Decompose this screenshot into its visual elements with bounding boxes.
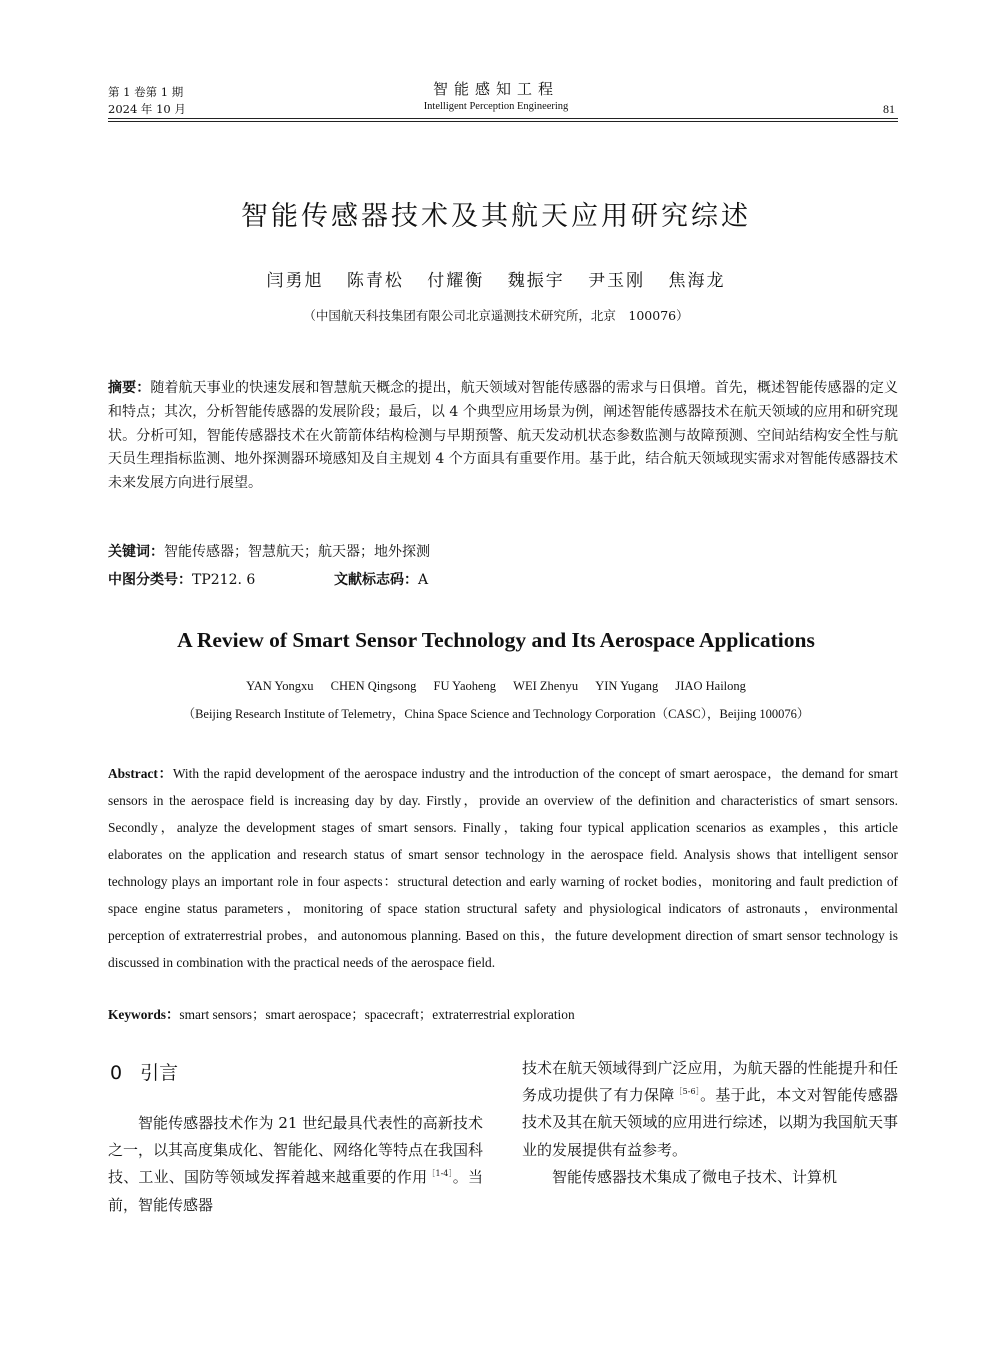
abstract-cn-label: 摘要： xyxy=(108,380,151,396)
abstract-en-label: Abstract： xyxy=(108,766,173,781)
author-en: YIN Yugang xyxy=(595,679,659,693)
section-heading xyxy=(110,1058,178,1085)
paragraph-text: 技术在航天领域得到广泛应用，为航天器的性能提升和任务成功提供了有力保障 xyxy=(522,1059,898,1105)
citation: ［5-6］ xyxy=(674,1087,701,1097)
keywords-cn-text: 智能传感器；智慧航天；航天器；地外探测 xyxy=(164,544,430,560)
classification-value: TP212. 6 xyxy=(192,572,256,588)
keywords-cn xyxy=(108,541,430,561)
journal-name-en: Intelligent Perception Engineering xyxy=(423,101,569,112)
paragraph xyxy=(108,1110,483,1219)
document-code xyxy=(334,569,428,589)
keywords-en-label: Keywords： xyxy=(108,1007,180,1022)
header-rule xyxy=(108,118,898,119)
author-cn: 魏振宇 xyxy=(507,271,565,291)
keywords-cn-label: 关键词： xyxy=(108,544,164,560)
author-en: JIAO Hailong xyxy=(675,679,746,693)
page-number: 81 xyxy=(883,102,895,116)
affiliation-cn: （中国航天科技集团有限公司北京遥测技术研究所，北京 100076） xyxy=(303,308,689,323)
author-cn: 尹玉刚 xyxy=(588,271,646,291)
publication-date: 2024 年 10 月 xyxy=(108,102,186,116)
affiliation-en: （Beijing Research Institute of Telemetry，China Space Science and Technology Corporation（CASC），Beijing 100076） xyxy=(182,707,810,721)
body-column-right xyxy=(522,1055,898,1191)
author-en: WEI Zhenyu xyxy=(513,679,579,693)
author-list-cn xyxy=(0,266,992,291)
author-cn: 焦海龙 xyxy=(668,271,726,291)
author-en: YAN Yongxu xyxy=(246,679,314,693)
running-header-center xyxy=(0,78,992,112)
classification-number xyxy=(108,569,255,589)
author-en: FU Yaoheng xyxy=(433,679,497,693)
author-cn: 闫勇旭 xyxy=(266,271,324,291)
keywords-en-text: smart sensors；smart aerospace；spacecraft；extraterrestrial exploration xyxy=(179,1007,575,1022)
abstract-en-text: With the rapid development of the aerospace industry and the introduction of the concept of smart aerospace，the demand for smart sensors in the aerospace field is increasing day by day. Firstly，provide an overview of the definition and characteristics of smart sensors. Secondly，analyze the development stages of smart sensors. Finally，taking four typical application scenarios as examples，this article elaborates on the application and research status of smart sensor technology in the aerospace field. Analysis shows that intelligent sensor technology plays an important role in four aspects：structural detection and early warning of rocket bodies，monitoring and fault prediction of space engine status parameters，monitoring of space station structural safety and physiological indicators of astronauts，environmental perception of extraterrestrial probes，and autonomous planning. Based on this，the future development direction of smart sensor technology is discussed in combination with the practical needs of the aerospace field. xyxy=(108,766,898,970)
document-code-value: A xyxy=(418,572,429,588)
abstract-cn xyxy=(108,377,898,496)
paragraph-text: 。基于此，本文对智能传感器技术及其在航天领域的应用进行综述，以期为我国航天事业的发展提供有益参考。 xyxy=(522,1086,898,1159)
author-list-en xyxy=(0,679,992,694)
citation: ［1-4］ xyxy=(427,1169,453,1179)
abstract-cn-text: 随着航天事业的快速发展和智慧航天概念的提出，航天领域对智能传感器的需求与日俱增。首先，概述智能传感器的定义和特点；其次，分析智能传感器的发展阶段；最后，以 4 个典型应用场景为例，阐述智能传感器技术在航天领域的应用和研究现状。分析可知，智能传感器技术在火箭箭体结构检测与早期预警、航天发动机状态参数监测与故障预测、空间站结构安全性与航天员生理指标监测、地外探测器环境感知及自主规划 4 个方面具有重要作用。基于此，结合航天领域现实需求对智能传感器技术未来发展方向进行展望。 xyxy=(108,380,898,492)
author-cn: 陈青松 xyxy=(346,271,404,291)
paper-title-en: A Review of Smart Sensor Technology and Its Aerospace Applications xyxy=(177,628,815,652)
paragraph xyxy=(522,1055,898,1164)
paragraph: 智能传感器技术集成了微电子技术、计算机 xyxy=(552,1167,838,1186)
classification-label: 中图分类号： xyxy=(108,572,192,588)
body-column-left xyxy=(108,1110,483,1219)
author-cn: 付耀衡 xyxy=(427,271,485,291)
author-en: CHEN Qingsong xyxy=(330,679,417,693)
volume-issue: 第 1 卷第 1 期 xyxy=(108,85,184,99)
section-number: 0 xyxy=(110,1062,123,1084)
header-rule-thin xyxy=(108,121,898,122)
document-code-label: 文献标志码： xyxy=(334,572,418,588)
keywords-en xyxy=(108,1004,575,1023)
paper-title-cn: 智能传感器技术及其航天应用研究综述 xyxy=(241,201,751,232)
section-title: 引言 xyxy=(140,1062,179,1084)
journal-name-cn: 智能感知工程 xyxy=(432,80,559,98)
paragraph-text: 智能传感器技术作为 21 世纪最具代表性的高新技术之一，以其高度集成化、智能化、网络化等特点在我国科技、工业、国防等领域发挥着越来越重要的作用 xyxy=(108,1114,484,1187)
abstract-en xyxy=(108,760,898,976)
paragraph-text: 。当前，智能传感器 xyxy=(108,1168,483,1214)
